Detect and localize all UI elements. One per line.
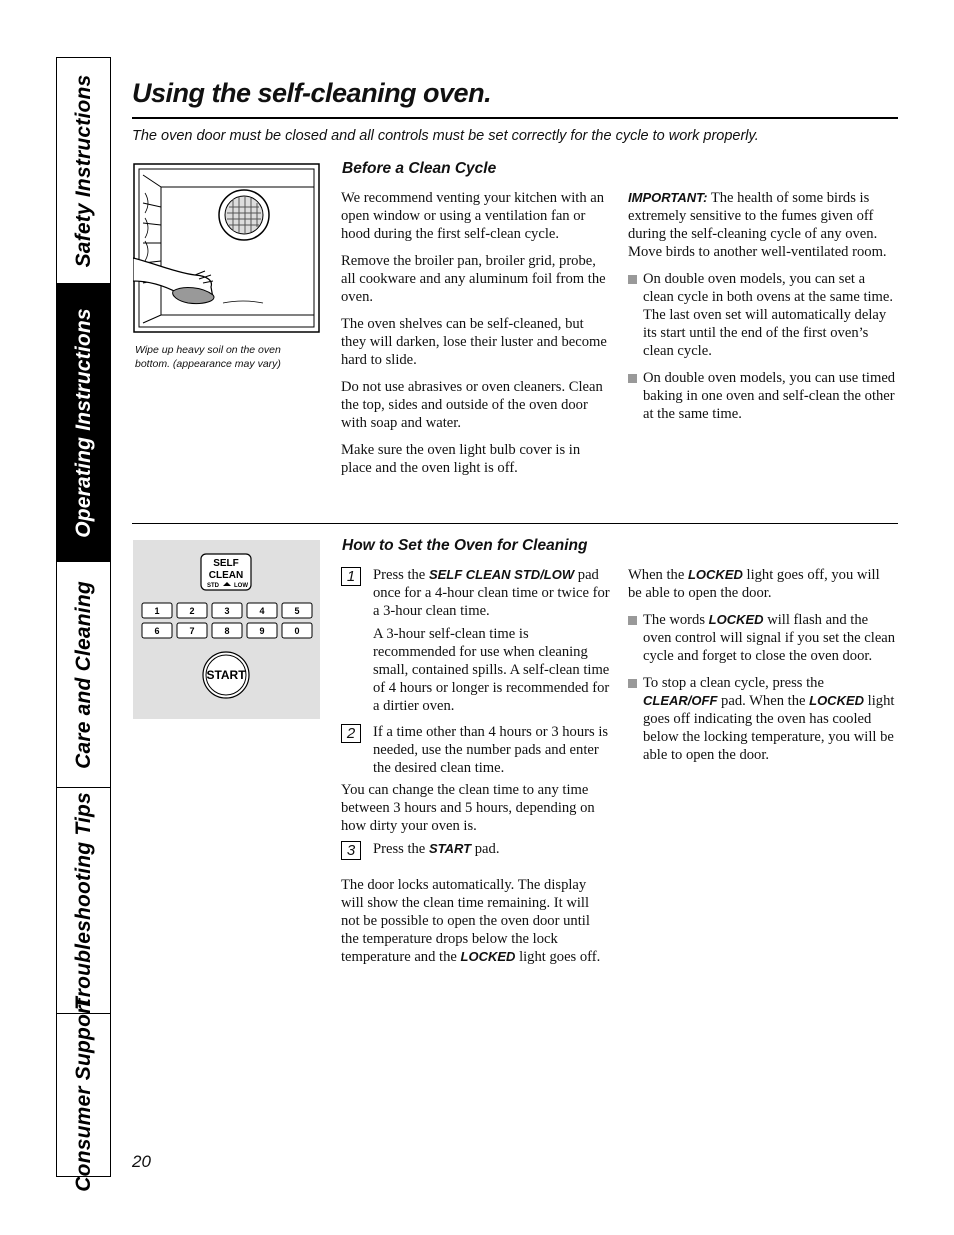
- before-left-column: [341, 189, 611, 486]
- locked-keyword: LOCKED: [708, 612, 764, 627]
- illustration-caption: Wipe up heavy soil on the oven bottom. (appearance may vary): [135, 344, 281, 370]
- heading-how-to-set-cleaning: How to Set the Oven for Cleaning: [342, 537, 588, 554]
- bullet-item: [628, 674, 896, 764]
- bullet-item: [628, 369, 896, 423]
- key-2: 2: [189, 606, 195, 616]
- number-keypad: [142, 603, 312, 638]
- low-label: LOW: [234, 583, 248, 589]
- self-clean-keyword: SELF CLEAN STD/LOW: [428, 567, 575, 582]
- key-9: 9: [259, 626, 265, 636]
- step-number: 3: [341, 841, 361, 860]
- control-panel-graphic: [133, 540, 320, 719]
- important-text: The health of some birds is extremely sensitive to the fumes given off during the self-cleaning cycle of any oven. Move birds to another well-ventilated room.: [628, 190, 887, 260]
- tab-consumer-support[interactable]: [57, 998, 110, 1192]
- square-bullet-icon: [628, 616, 637, 625]
- when-text: When the: [628, 567, 688, 583]
- step-text: pad once for a 4-hour clean time or twice for a 3-hour clean time.: [373, 567, 610, 619]
- door-locks-text: [341, 876, 611, 966]
- tab-safety-instructions[interactable]: [57, 58, 110, 284]
- key-4: 4: [259, 606, 265, 616]
- tab-label: Consumer Support: [71, 998, 95, 1192]
- tab-troubleshooting-tips[interactable]: [57, 788, 110, 1014]
- square-bullet-icon: [628, 275, 637, 284]
- howto-left-column: [341, 566, 611, 975]
- before-paragraph: Make sure the oven light bulb cover is in place and the oven light is off.: [341, 442, 581, 476]
- important-label: IMPORTANT:: [628, 190, 708, 205]
- control-panel-illustration: [133, 540, 320, 719]
- bullet-text: pad. When the: [717, 693, 810, 709]
- key-7: 7: [189, 626, 195, 636]
- bullet-text: To stop a clean cycle, press the: [643, 675, 824, 691]
- self-clean-line2: CLEAN: [208, 570, 244, 581]
- oven-cleaning-illustration: [133, 163, 320, 333]
- sidebar-tabs: [56, 57, 111, 1192]
- self-clean-line1: SELF: [213, 558, 239, 569]
- step-2-text: If a time other than 4 hours or 3 hours is needed, use the number pads and enter the desired clean time.: [373, 724, 609, 776]
- step-number: 1: [341, 567, 361, 586]
- square-bullet-icon: [628, 374, 637, 383]
- start-key-label: START: [206, 668, 246, 682]
- step-2: [341, 723, 611, 777]
- bullet-item: [628, 270, 896, 360]
- locked-keyword: LOCKED: [687, 567, 743, 582]
- bullet-text: will flash and the oven control will signal if you set the clean cycle and forget to close the oven door.: [643, 612, 896, 664]
- square-bullet-icon: [628, 679, 637, 688]
- when-text: light goes off, you will be able to open the door.: [628, 567, 880, 601]
- howto-right-column: [628, 566, 896, 773]
- step-3-text: [373, 840, 611, 858]
- before-paragraph: Do not use abrasives or oven cleaners. Clean the top, sides and outside of the oven door with soap and water.: [341, 379, 603, 431]
- tab-operating-instructions[interactable]: [57, 284, 110, 562]
- step-1-text: [373, 566, 611, 620]
- locked-keyword: LOCKED: [460, 949, 516, 964]
- locked-light-text: [628, 566, 896, 602]
- std-label: STD: [207, 583, 219, 589]
- step-text: Press the: [373, 567, 429, 583]
- bullet-text: On double oven models, you can set a clean cycle in both ovens at the same time. The last oven set will automatically delay its start until the end of the first oven’s clean cycle.: [643, 271, 894, 359]
- before-paragraph: The oven shelves can be self-cleaned, but they will darken, lose their luster and become hard to slide.: [341, 316, 607, 368]
- page-title: Using the self-cleaning oven.: [132, 78, 492, 108]
- start-keyword: START: [428, 841, 472, 856]
- important-note: [628, 189, 896, 261]
- before-paragraph: We recommend venting your kitchen with an open window or using a ventilation fan or hood during the first self-clean cycle.: [341, 190, 605, 242]
- locked-keyword: LOCKED: [809, 693, 865, 708]
- step-text: Press the: [373, 841, 429, 857]
- bullet-item: [628, 611, 896, 665]
- tab-label: Operating Instructions: [71, 307, 95, 538]
- door-text: light goes off.: [515, 949, 601, 965]
- tab-label: Care and Cleaning: [71, 580, 95, 769]
- key-5: 5: [294, 606, 300, 616]
- key-0: 0: [294, 626, 300, 636]
- section-divider: [132, 523, 898, 524]
- step-1: [341, 566, 611, 715]
- bullet-text: On double oven models, you can use timed baking in one oven and self-clean the other at the same time.: [643, 370, 896, 422]
- bullet-text: light goes off indicating the oven has cooled below the locking temperature, you will be able to open the door.: [643, 693, 895, 763]
- heading-before-clean-cycle: Before a Clean Cycle: [342, 160, 497, 177]
- tab-care-and-cleaning[interactable]: [57, 562, 110, 788]
- tab-label: Safety Instructions: [71, 74, 95, 267]
- bullet-text: The words: [643, 612, 709, 628]
- key-8: 8: [224, 626, 230, 636]
- key-3: 3: [224, 606, 230, 616]
- before-right-column: [628, 189, 896, 432]
- key-1: 1: [154, 606, 160, 616]
- page-subtitle: The oven door must be closed and all controls must be set correctly for the cycle to work properly.: [132, 128, 759, 144]
- step-text: pad.: [471, 841, 500, 857]
- step-3: [341, 840, 611, 858]
- clear-off-keyword: CLEAR/OFF: [643, 693, 718, 708]
- key-6: 6: [154, 626, 160, 636]
- door-text: The door locks automatically. The display will show the clean time remaining. It will not be possible to open the oven door until the temperature drops below the lock temperature and the: [341, 877, 590, 965]
- title-rule: [132, 117, 898, 119]
- before-paragraph: Remove the broiler pan, broiler grid, probe, all cookware and any aluminum foil from the oven.: [341, 253, 606, 305]
- tab-label: Troubleshooting Tips: [71, 791, 95, 1010]
- step-1-note: A 3-hour self-clean time is recommended for use when cleaning small, contained spills. A self-clean time of 4 hours or longer is recommended for a dirtier oven.: [373, 626, 610, 714]
- change-time-text: You can change the clean time to any time between 3 hours and 5 hours, depending on how dirty your oven is.: [341, 782, 595, 834]
- step-number: 2: [341, 724, 361, 743]
- page-number: 20: [132, 1152, 151, 1171]
